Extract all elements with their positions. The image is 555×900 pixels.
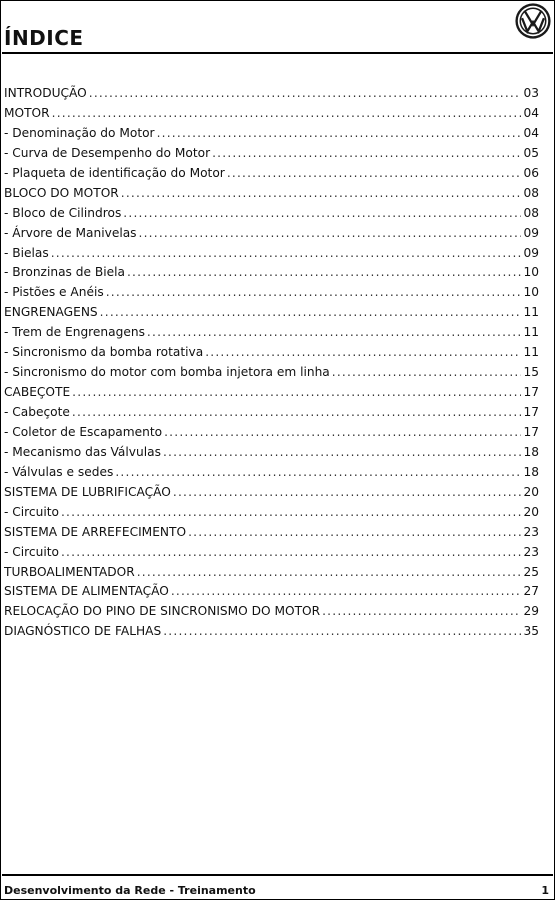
toc-leader-dots bbox=[139, 224, 521, 244]
toc-entry[interactable] bbox=[4, 363, 539, 383]
toc-entry-label: SISTEMA DE ARREFECIMENTO bbox=[4, 524, 187, 539]
toc-entry-label: - Curva de Desempenho do Motor bbox=[4, 145, 211, 160]
toc-leader-dots bbox=[127, 263, 521, 283]
toc-entry-page: 03 bbox=[523, 86, 539, 100]
toc-leader-dots bbox=[322, 602, 521, 622]
toc-entry[interactable] bbox=[4, 343, 539, 363]
toc-entry-label: BLOCO DO MOTOR bbox=[4, 185, 119, 200]
toc-entry-label: TURBOALIMENTADOR bbox=[4, 564, 135, 579]
toc-entry-page: 35 bbox=[523, 624, 539, 639]
toc-leader-dots bbox=[147, 323, 521, 343]
toc-entry-label: ENGRENAGENS bbox=[4, 305, 98, 320]
toc-leader-dots bbox=[173, 483, 521, 503]
toc-entry[interactable] bbox=[4, 263, 539, 283]
toc-leader-dots bbox=[188, 523, 521, 543]
toc-leader-dots bbox=[106, 283, 521, 303]
toc-entry[interactable] bbox=[4, 144, 539, 164]
toc-entry-label: - Denominação do Motor bbox=[4, 125, 155, 140]
toc-entry-label: - Bloco de Cilindros bbox=[4, 205, 122, 220]
toc-leader-dots bbox=[72, 383, 521, 403]
toc-entry[interactable] bbox=[4, 423, 539, 443]
toc-entry-page: 20 bbox=[523, 504, 539, 519]
toc-entry-label: - Cabeçote bbox=[4, 405, 70, 419]
toc-entry-page: 11 bbox=[523, 325, 539, 340]
toc-leader-dots bbox=[137, 563, 521, 583]
toc-leader-dots bbox=[51, 244, 521, 264]
toc-leader-dots bbox=[163, 622, 521, 642]
toc-entry-page: 08 bbox=[523, 205, 539, 220]
toc-entry-page: 09 bbox=[523, 225, 539, 240]
toc-entry-label: - Coletor de Escapamento bbox=[4, 424, 163, 439]
toc-entry-page: 20 bbox=[523, 484, 539, 499]
toc-leader-dots bbox=[332, 363, 521, 383]
toc-entry[interactable] bbox=[4, 563, 539, 583]
toc-entry-page: 06 bbox=[523, 165, 539, 180]
toc-entry[interactable] bbox=[4, 104, 539, 124]
toc-entry-label: - Circuito bbox=[4, 504, 59, 519]
toc-leader-dots bbox=[61, 543, 521, 563]
toc-entry[interactable] bbox=[4, 523, 539, 543]
toc-entry-label: - Bronzinas de Biela bbox=[4, 265, 125, 280]
toc-entry-label: - Sincronismo do motor com bomba injetora em linha bbox=[4, 365, 330, 380]
toc-entry-label: MOTOR bbox=[4, 105, 50, 120]
toc-entry[interactable] bbox=[4, 303, 539, 323]
toc-entry[interactable] bbox=[4, 503, 539, 523]
toc-entry-page: 17 bbox=[523, 385, 539, 400]
toc-entry[interactable] bbox=[4, 602, 539, 622]
toc-leader-dots bbox=[163, 443, 521, 463]
toc-entry-page: 18 bbox=[523, 444, 539, 459]
toc-entry-label: - Circuito bbox=[4, 544, 59, 559]
toc-leader-dots bbox=[100, 303, 521, 323]
toc-entry[interactable] bbox=[4, 164, 539, 184]
toc-entry-page: 05 bbox=[523, 145, 539, 160]
toc-leader-dots bbox=[52, 104, 521, 124]
toc-entry-page: 10 bbox=[523, 265, 539, 280]
page-title: ÍNDICE bbox=[4, 26, 84, 50]
toc-entry[interactable] bbox=[4, 403, 539, 423]
toc-leader-dots bbox=[157, 124, 521, 144]
toc-entry[interactable] bbox=[4, 383, 539, 403]
toc-entry-label: - Árvore de Manivelas bbox=[4, 225, 137, 240]
toc-leader-dots bbox=[212, 144, 521, 164]
toc-leader-dots bbox=[227, 164, 521, 184]
toc-entry[interactable] bbox=[4, 244, 539, 264]
toc-leader-dots bbox=[121, 184, 521, 204]
toc-entry-label: - Mecanismo das Válvulas bbox=[4, 444, 161, 459]
toc-entry-page: 27 bbox=[523, 584, 539, 599]
toc-leader-dots bbox=[115, 463, 521, 483]
toc-entry[interactable] bbox=[4, 582, 539, 602]
toc-entry-page: 18 bbox=[523, 464, 539, 479]
toc-entry-label: SISTEMA DE LUBRIFICAÇÃO bbox=[4, 484, 171, 499]
header-rule bbox=[2, 52, 553, 54]
toc-leader-dots bbox=[61, 503, 521, 523]
toc-entry-page: 29 bbox=[523, 604, 539, 619]
toc-entry[interactable] bbox=[4, 483, 539, 503]
toc-leader-dots bbox=[164, 423, 521, 443]
toc-entry[interactable] bbox=[4, 283, 539, 303]
footer-rule bbox=[2, 874, 553, 876]
toc-entry-page: 11 bbox=[523, 305, 539, 320]
toc-entry-label: - Plaqueta de identificação do Motor bbox=[4, 165, 225, 180]
toc-entry[interactable] bbox=[4, 184, 539, 204]
toc-leader-dots bbox=[72, 403, 521, 423]
toc-entry-label: SISTEMA DE ALIMENTAÇÃO bbox=[4, 584, 169, 599]
toc-entry[interactable] bbox=[4, 543, 539, 563]
toc-entry-label: - Bielas bbox=[4, 245, 49, 260]
toc-entry-page: 09 bbox=[523, 245, 539, 260]
toc-leader-dots bbox=[205, 343, 521, 363]
toc-entry[interactable] bbox=[4, 443, 539, 463]
toc-entry-page: 23 bbox=[523, 524, 539, 539]
toc-leader-dots bbox=[89, 84, 521, 104]
toc-entry[interactable] bbox=[4, 84, 539, 104]
toc-entry-page: 17 bbox=[523, 405, 539, 419]
toc-entry-label: RELOCAÇÃO DO PINO DE SINCRONISMO DO MOTOR bbox=[4, 604, 321, 619]
toc-entry-page: 17 bbox=[523, 424, 539, 439]
toc-entry-label: - Sincronismo da bomba rotativa bbox=[4, 345, 204, 360]
page-number: 1 bbox=[541, 884, 549, 897]
toc-entry[interactable] bbox=[4, 204, 539, 224]
toc-entry-page: 11 bbox=[523, 345, 539, 360]
toc-entry[interactable] bbox=[4, 463, 539, 483]
table-of-contents bbox=[4, 84, 539, 642]
toc-entry-page: 04 bbox=[523, 105, 539, 120]
toc-leader-dots bbox=[171, 582, 521, 602]
toc-entry-label: - Trem de Engrenagens bbox=[4, 325, 145, 340]
toc-entry-label: - Válvulas e sedes bbox=[4, 464, 114, 479]
toc-entry-page: 04 bbox=[523, 125, 539, 140]
volkswagen-logo-icon bbox=[514, 2, 552, 40]
toc-entry[interactable] bbox=[4, 622, 539, 642]
toc-entry[interactable] bbox=[4, 124, 539, 144]
footer-text: Desenvolvimento da Rede - Treinamento bbox=[4, 884, 256, 897]
toc-leader-dots bbox=[123, 204, 521, 224]
toc-entry-page: 15 bbox=[523, 365, 539, 380]
toc-entry-label: DIAGNÓSTICO DE FALHAS bbox=[4, 624, 162, 639]
toc-entry-label: INTRODUÇÃO bbox=[4, 86, 87, 100]
toc-entry[interactable] bbox=[4, 224, 539, 244]
toc-entry-page: 10 bbox=[523, 285, 539, 300]
toc-entry-label: - Pistões e Anéis bbox=[4, 285, 104, 300]
toc-entry-page: 25 bbox=[523, 564, 539, 579]
toc-entry-page: 08 bbox=[523, 185, 539, 200]
toc-entry[interactable] bbox=[4, 323, 539, 343]
toc-entry-page: 23 bbox=[523, 544, 539, 559]
toc-entry-label: CABEÇOTE bbox=[4, 385, 71, 400]
